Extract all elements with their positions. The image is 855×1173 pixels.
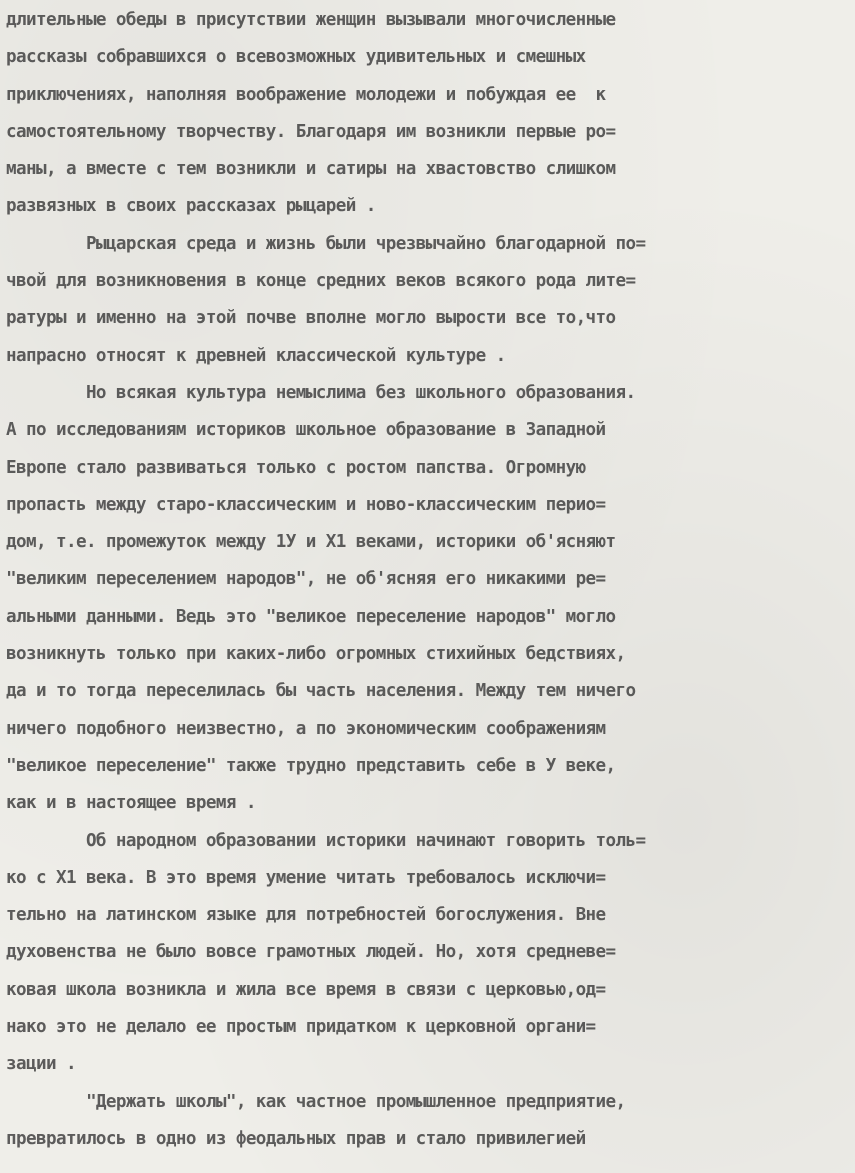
- text-line: "великим переселением народов", не об'ясняя его никакими ре=: [6, 569, 606, 590]
- text-line: самостоятельному творчеству. Благодаря им возникли первые ро=: [6, 121, 616, 142]
- text-line: тельно на латинском языке для потребностей богослужения. Вне: [6, 905, 606, 926]
- text-line: ничего подобного неизвестно, а по экономическим соображениям: [6, 718, 606, 739]
- text-line: А по исследованиям историков школьное образование в Западной: [6, 420, 606, 441]
- text-line: Об народном образовании историки начинают говорить толь=: [6, 830, 646, 851]
- text-line: ко с Х1 века. В это время умение читать требовалось исключи=: [6, 867, 606, 888]
- text-line: напрасно относят к древней классической культуре .: [6, 345, 506, 366]
- text-line: "Держать школы", как частное промышленное предприятие,: [6, 1091, 626, 1112]
- text-line: ратуры и именно на этой почве вполне могло вырости все то,что: [6, 308, 616, 329]
- text-line: как и в настоящее время .: [6, 793, 256, 814]
- text-line: Европе стало развиваться только с ростом папства. Огромную: [6, 457, 586, 478]
- text-line: рассказы собравшихся о всевозможных удивительных и смешных: [6, 47, 586, 68]
- text-line: ковая школа возникла и жила все время в связи с церковью,од=: [6, 979, 606, 1000]
- text-line: приключениях, наполняя воображение молодежи и побуждая ее к: [6, 84, 606, 105]
- text-line: да и то тогда переселилась бы часть населения. Между тем ничего: [6, 681, 636, 702]
- text-line: Рыцарская среда и жизнь были чрезвычайно благодарной по=: [6, 233, 646, 254]
- text-line: пропасть между старо-классическим и ново-классическим перио=: [6, 494, 606, 515]
- text-line: дом, т.е. промежуток между 1У и Х1 веками, историки об'ясняют: [6, 532, 616, 553]
- text-line: зации .: [6, 1054, 76, 1075]
- text-line: возникнуть только при каких-либо огромных стихийных бедствиях,: [6, 644, 626, 665]
- text-line: развязных в своих рассказах рыцарей .: [6, 196, 376, 217]
- text-line: Но всякая культура немыслима без школьного образования.: [6, 382, 636, 403]
- text-line: нако это не делало ее простым придатком к церковной органи=: [6, 1017, 596, 1038]
- text-line: "великое переселение" также трудно представить себе в У веке,: [6, 755, 616, 776]
- text-line: маны, а вместе с тем возникли и сатиры на хвастовство слишком: [6, 159, 616, 180]
- text-line: духовенства не было вовсе грамотных людей. Но, хотя средневе=: [6, 942, 616, 963]
- text-line: длительные обеды в присутствии женщин вызывали многочисленные: [6, 10, 616, 30]
- page-text: [6, 2, 846, 1158]
- text-line: альными данными. Ведь это "великое переселение народов" могло: [6, 606, 616, 627]
- text-line: превратилось в одно из феодальных прав и стало привилегией: [6, 1128, 586, 1149]
- text-line: чвой для возникновения в конце средних веков всякого рода лите=: [6, 271, 636, 292]
